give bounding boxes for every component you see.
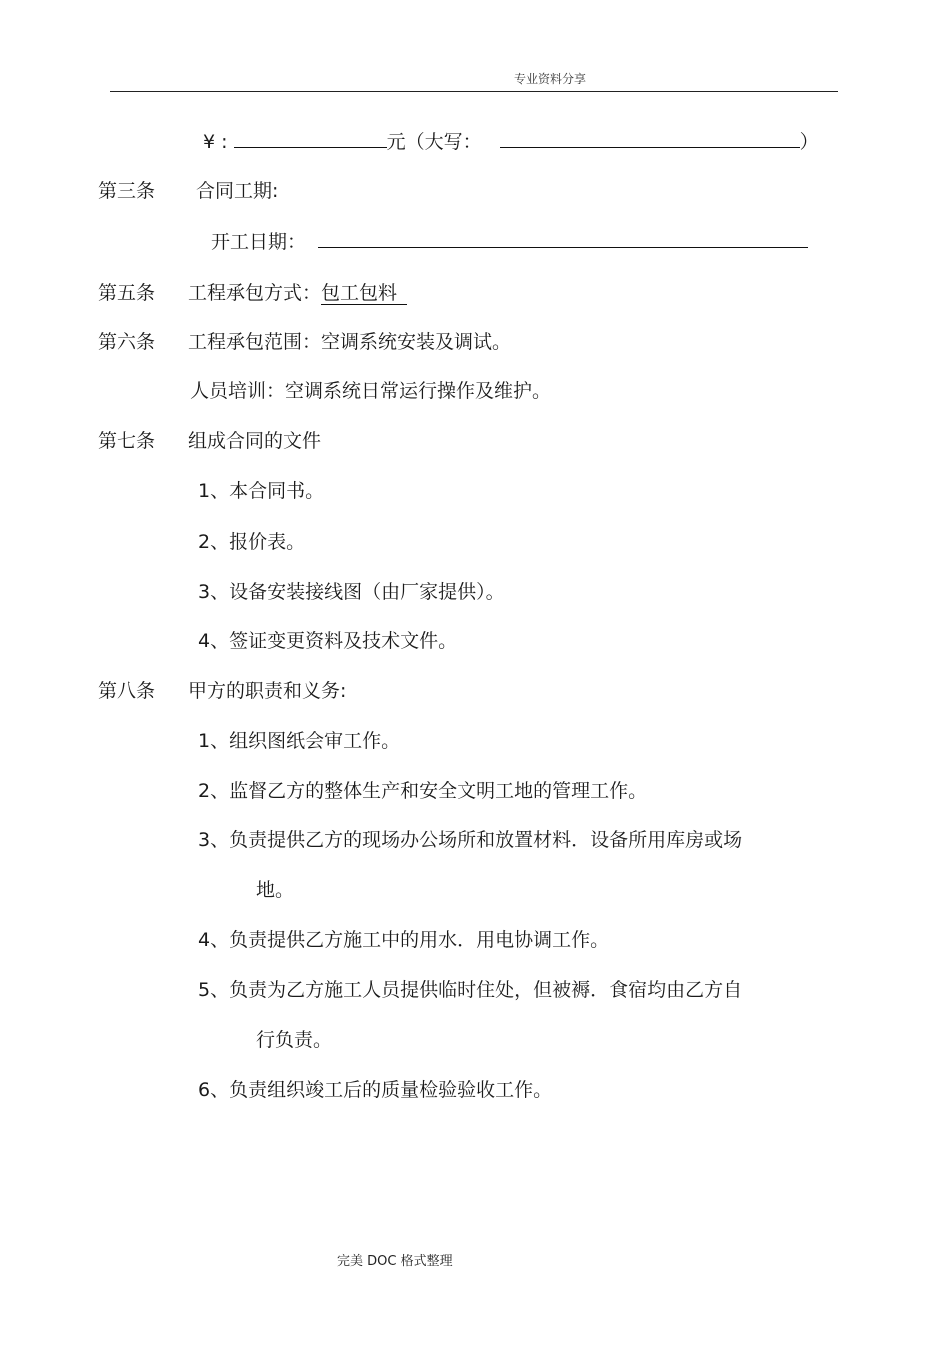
amount-close-paren: ） [799,131,819,153]
article-8-number: 第八条 [98,680,156,702]
list-item: 4、签证变更资料及技术文件。 [198,630,458,652]
list-item: 2、监督乙方的整体生产和安全文明工地的管理工作。 [198,780,648,802]
list-item-continuation: 行负责。 [256,1029,333,1051]
header-divider [110,91,838,92]
article-5-number: 第五条 [98,282,156,304]
article-7-number: 第七条 [98,430,156,452]
amount-figure-blank [234,129,387,148]
contract-mode-value: 包工包料 [321,282,407,305]
article-3-title: 合同工期: [196,180,279,202]
article-7-title: 组成合同的文件 [188,430,322,452]
list-item: 3、设备安装接线图（由厂家提供）。 [198,581,505,603]
article-6-number: 第六条 [98,331,156,353]
article-6-scope: 工程承包范围：空调系统安装及调试。 [188,331,512,353]
page-header-title: 专业资料分享 [513,72,586,86]
list-item: 3、负责提供乙方的现场办公场所和放置材料．设备所用库房或场 [198,829,743,851]
amount-unit-label: 元（大写： [386,131,482,153]
start-date-blank [318,229,808,248]
amount-words-blank [500,129,800,148]
list-item: 6、负责组织竣工后的质量检验验收工作。 [198,1079,553,1101]
list-item: 4、负责提供乙方施工中的用水．用电协调工作。 [198,929,610,951]
list-item: 1、组织图纸会审工作。 [198,730,401,752]
start-date-line [211,229,808,254]
list-item: 1、本合同书。 [198,480,325,502]
contract-mode-label: 工程承包方式： [188,282,322,304]
article-8-title: 甲方的职责和义务: [188,680,347,702]
page-footer: 完美 DOC 格式整理 [337,1254,453,1269]
article-6-training: 人员培训：空调系统日常运行操作及维护。 [190,380,552,402]
list-item-continuation: 地。 [256,879,295,901]
list-item: 5、负责为乙方施工人员提供临时住处，但被褥．食宿均由乙方自 [198,979,743,1001]
list-item: 2、报价表。 [198,531,306,553]
article-3-number: 第三条 [98,180,156,202]
currency-symbol: ¥ : [203,131,228,153]
start-date-label: 开工日期： [211,231,307,253]
article-5-content [188,281,407,305]
amount-line [203,129,819,154]
